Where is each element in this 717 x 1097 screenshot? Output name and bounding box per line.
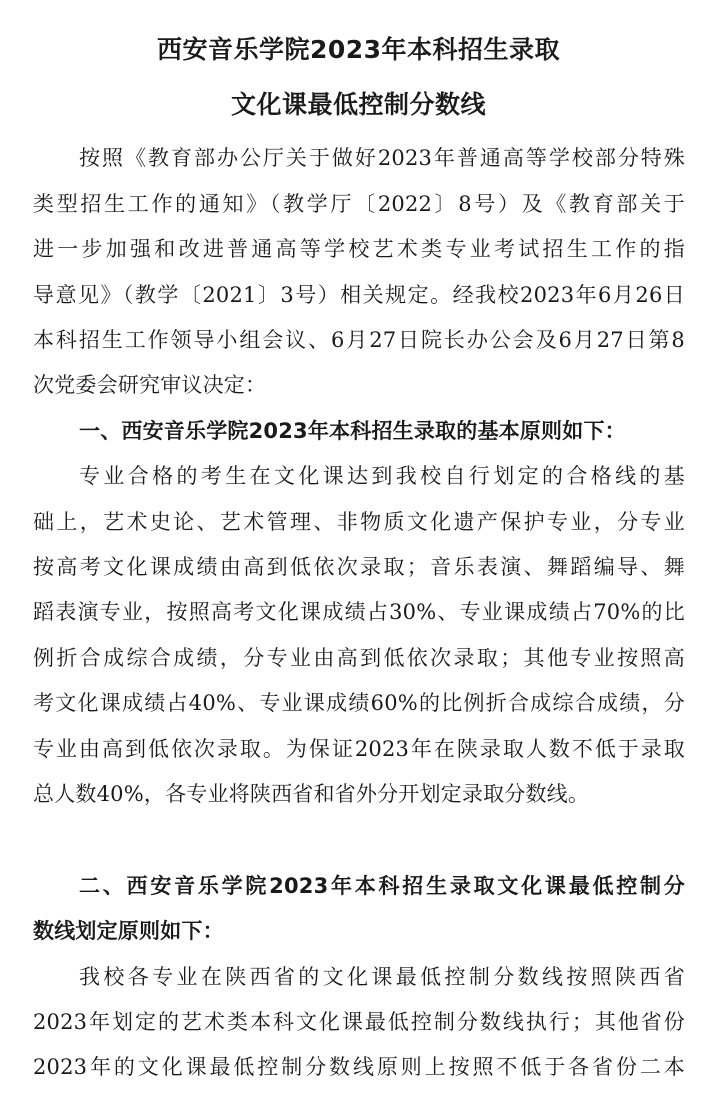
intro-line-6: 次党委会研究审议决定：	[33, 373, 267, 397]
section1-line-8: 总人数40%，各专业将陕西省和省外分开划定录取分数线。	[33, 782, 590, 806]
section2-line-1: 我校各专业在陕西省的文化课最低控制分数线按照陕西省	[79, 965, 685, 989]
section1-line-5: 例折合成综合成绩，分专业由高到低依次录取；其他专业按照高	[33, 646, 685, 670]
document-title-line-1: 西安音乐学院2023年本科招生录取	[156, 35, 561, 64]
section2-line-3: 2023年的文化课最低控制分数线原则上按照不低于各省份二本	[33, 1055, 685, 1079]
section1-line-3: 按高考文化课成绩由高到低依次录取；音乐表演、舞蹈编导、舞	[33, 555, 685, 579]
section2-heading-line-1: 二、西安音乐学院2023年本科招生录取文化课最低控制分	[79, 874, 685, 898]
section2-heading-line-2: 数线划定原则如下：	[33, 919, 224, 943]
section1-line-2: 础上，艺术史论、艺术管理、非物质文化遗产保护专业，分专业	[33, 510, 685, 534]
intro-line-1: 按照《教育部办公厅关于做好2023年普通高等学校部分特殊	[79, 146, 685, 170]
intro-line-4: 导意见》（教学〔2021〕3号）相关规定。经我校2023年6月26日	[33, 283, 685, 307]
section1-line-1: 专业合格的考生在文化课达到我校自行划定的合格线的基	[79, 464, 685, 488]
document-title-line-2: 文化课最低控制分数线	[230, 90, 486, 119]
intro-line-2: 类型招生工作的通知》（教学厅〔2022〕8号）及《教育部关于	[33, 192, 685, 216]
intro-line-3: 进一步加强和改进普通高等学校艺术类专业考试招生工作的指	[33, 237, 685, 261]
section1-line-6: 考文化课成绩占40%、专业课成绩60%的比例折合成综合成绩，分	[33, 691, 685, 715]
section1-line-7: 专业由高到低依次录取。为保证2023年在陕录取人数不低于录取	[33, 737, 685, 761]
section2-line-2: 2023年划定的艺术类本科文化课最低控制分数线执行；其他省份	[33, 1010, 685, 1034]
section1-line-4: 蹈表演专业，按照高考文化课成绩占30%、专业课成绩占70%的比	[33, 600, 685, 624]
section1-heading: 一、西安音乐学院2023年本科招生录取的基本原则如下：	[79, 419, 626, 443]
intro-line-5: 本科招生工作领导小组会议、6月27日院长办公会及6月27日第8	[33, 328, 685, 352]
